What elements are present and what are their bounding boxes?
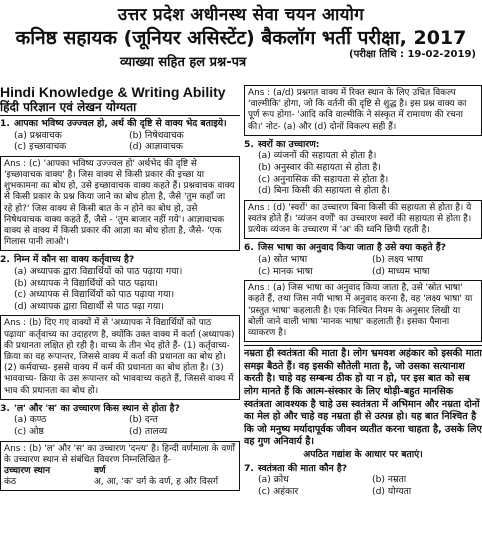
- option: (d) अध्यापक द्वारा विद्यार्थी से पाठ पढ़ा गया।: [14, 300, 164, 312]
- question-6: 6. जिस भाषा का अनुवाद किया जाता है उसे क्या कहते हैं?: [244, 242, 446, 254]
- question-5: 5. स्वरों का उच्चारण:: [244, 138, 320, 150]
- option: (c) अनुनासिक की सहायता से होता है।: [258, 173, 389, 185]
- unseen-passage: नम्रता ही स्वतंत्रता की माता है। लोग भ्रमवश अहंकार को इसकी माता समझ बैठते हैं। वह इसकी सौतेली माता है, जो उसका सत्यानाश करती है। चाहे वह सम्बन्ध ठीक हो या न हो, पर इस बात को सब लोग मानते हैं कि आत्म-संस्कार के लिए थोड़ी-बहुत मानसिक स्वतंत्रता आवश्यक है चाहे उस स्वतंत्रता में अभिमान और नम्रता दोनों का मेल हो और चाहे वह नम्रता ही से उत्पन्न हो। यह बात निश्चित है कि जो मनुष्य मर्यादापूर्वक जीवन व्यतीत करना चाहता है, उसके लिए वह गुण अनिवार्य है।: [244, 345, 482, 449]
- option: (c) मानक भाषा: [258, 265, 313, 277]
- option: (a) क्रोध: [258, 474, 289, 486]
- option: (c) इच्छावाचक: [14, 141, 67, 153]
- option: (a) स्रोत भाषा: [258, 253, 308, 265]
- option: (a) व्यंजनों की सहायता से होता है।: [258, 150, 377, 162]
- page-header: [0, 0, 482, 88]
- table-cell: अ, आ, 'क' वर्ग के वर्ण, ह और विसर्ग: [94, 477, 219, 488]
- question-5-options: [244, 150, 482, 196]
- option: (b) दन्त: [129, 414, 158, 426]
- answer-5: Ans : (d) 'स्वरों' का उच्चारण बिना किसी की सहायता से होता है। ये स्वतंत्र होते हैं। 'व्यंजन वर्णों' का उच्चारण स्वरों की सहायता से होता है। प्रत्येक व्यंजन के उच्चारण में 'अ' की ध्वनि छिपी रहती है।: [244, 200, 482, 240]
- option: (b) लक्ष्य भाषा: [372, 253, 424, 265]
- paper-subtitle: व्याख्या सहित हल प्रश्न-पत्र: [120, 55, 247, 70]
- option: (b) नम्रता: [372, 474, 407, 486]
- pronunciation-table: [4, 466, 236, 488]
- answer-3: [0, 441, 240, 492]
- question-3: 3. 'ल' और 'स' का उच्चारण किस स्थान से होता है?: [0, 402, 180, 414]
- answer-6: Ans : (a) जिस भाषा का अनुवाद किया जाता है, उसे 'स्रोत भाषा' कहते हैं, तथा जिस नयी भाषा में अनुवाद करना है, वह 'लक्ष्य भाषा' या 'प्रस्तुत भाषा' कहलाती है। एक निश्चित नियम के अनुसार लिखी या बोली जाने वाली भाषा 'मानक भाषा' कहलाती है। इसका पैमाना व्याकरण है।: [244, 280, 482, 342]
- exam-date: (परीक्षा तिथि : 19-02-2019): [349, 49, 476, 60]
- question-7-options: [244, 474, 482, 497]
- exam-title: कनिष्ठ सहायक (जूनियर असिस्टेंट) बैकलॉग भर्ती परीक्षा, 2017: [15, 27, 467, 49]
- option: (b) अनुस्वार की सहायता से होता है।: [258, 162, 381, 173]
- option: (c) अहंकार: [258, 485, 299, 497]
- option: (c) अध्यापक से विद्यार्थियों को पाठ पढ़ाया गया।: [14, 289, 175, 301]
- table-header: उच्चारण स्थान: [4, 465, 51, 476]
- table-header: वर्ण: [94, 465, 106, 476]
- option: (b) निषेधवाचक: [129, 129, 184, 141]
- right-column: [244, 82, 482, 540]
- option: (b) अध्यापक ने विद्यार्थियों को पाठ पढ़ाया।: [14, 277, 159, 289]
- option: (d) बिना किसी की सहायता से होता है।: [258, 185, 390, 197]
- section-title-hi: हिंदी परिज्ञान एवं लेखन योग्यता: [0, 100, 240, 116]
- passage-instruction: अपठित गद्यांश के आधार पर बताएं।: [303, 448, 423, 460]
- answer-2: Ans : (b) दिए गए वाक्यों में से 'अध्यापक ने विद्यार्थियों को पाठ पढ़ाया' कर्तृवाच्य का उदाहरण है, क्योंकि उक्त वाक्य में कर्ता (अध्यापक) की प्रधानता लक्षित हो रही है। वाच्य के तीन भेद होते हैं- (1) कर्तृवाच्य- क्रिया का वह रूपान्तर, जिससे वाक्य में कर्ता की प्रधानता का बोध हो। (2) कर्मवाच्य- इससे वाक्य में कर्म की प्रधानता का बोध होता है। (3) भाववाच्य- क्रिया के उस रूपान्तर को भाववाच्य कहते हैं, जिससे वाक्य में भाव की प्रधानता का बोध हो।: [0, 315, 240, 399]
- option: (a) अध्यापक द्वारा विद्यार्थियों को पाठ पढ़ाया गया।: [14, 266, 183, 277]
- question-7: 7. स्वतंत्रता की माता कौन है?: [244, 462, 348, 474]
- table-cell: कंठ: [4, 477, 17, 488]
- question-1: 1. आपका भविष्य उज्ज्वल हो, अर्थ की दृष्टि से वाक्य भेद बताइये।: [0, 118, 227, 129]
- option: (a) प्रश्नवाचक: [14, 129, 62, 141]
- section-title-en: Hindi Knowledge & Writing Ability: [0, 84, 226, 100]
- option: (d) तालव्य: [129, 425, 168, 437]
- question-2: 2. निम्न में कौन सा वाक्य कर्तृवाच्य है?: [0, 254, 135, 266]
- question-6-options: [244, 254, 482, 277]
- option: (d) आज्ञावाचक: [129, 141, 183, 153]
- answer-1: Ans : (c) 'आपका भविष्य उज्ज्वल हो' अर्थभेद की दृष्टि से 'इच्छावाचक वाक्य' है। जिस वाक्य से किसी प्रकार की इच्छा या शुभकामना का बोध हो, उसे इच्छावाचक वाक्य कहते हैं। प्रश्नवाचक वाक्य से किसी प्रकार के प्रश्न किया जाने का बोध होता है, जैसे 'तुम कहाँ जा रहे हो?' जिस वाक्य से किसी बात के न होने का बोध हो, उसे निषेधवाचक वाक्य कहते हैं, जैसे - 'तुम बाजार नहीं गये'। आज्ञावाचक वाक्य से वाक्य में किसी प्रकार की आज्ञा का बोध होता है, जैसे- 'एक गिलास पानी लाओ'।: [0, 156, 240, 252]
- question-1-options: [0, 130, 240, 153]
- question-3-options: [0, 414, 240, 437]
- question-2-options: [0, 266, 240, 312]
- option: (c) ओष्ठ: [14, 425, 44, 437]
- option: (a) कण्ठ: [14, 414, 47, 426]
- option: (d) माध्यम भाषा: [372, 265, 430, 277]
- answer-4: Ans : (a/d) प्रश्नगत वाक्य में रिक्त स्थान के लिए उचित विकल्प 'वाल्मीकि' होगा, जो कि वर्तनी की दृष्टि से शुद्ध है। इस प्रश्न वाक्य का पूर्ण रूप होगा- 'आदि कवि वाल्मीकि ने संस्कृत में रामायण की रचना की।' नोट- (a) और (d) दोनों विकल्प सही हैं।: [244, 85, 482, 136]
- left-column: [0, 82, 240, 540]
- answer-3-text: Ans : (b) 'ल' और 'स' का उच्चारण 'दन्त्य' है। हिन्दी वर्णमाला के वर्णों के उच्चारण स्थान से संबंधित विवरण निम्नलिखित है-: [4, 443, 235, 465]
- option: (d) योग्यता: [372, 485, 412, 497]
- commission-title: उत्तर प्रदेश अधीनस्थ सेवा चयन आयोग: [117, 5, 365, 25]
